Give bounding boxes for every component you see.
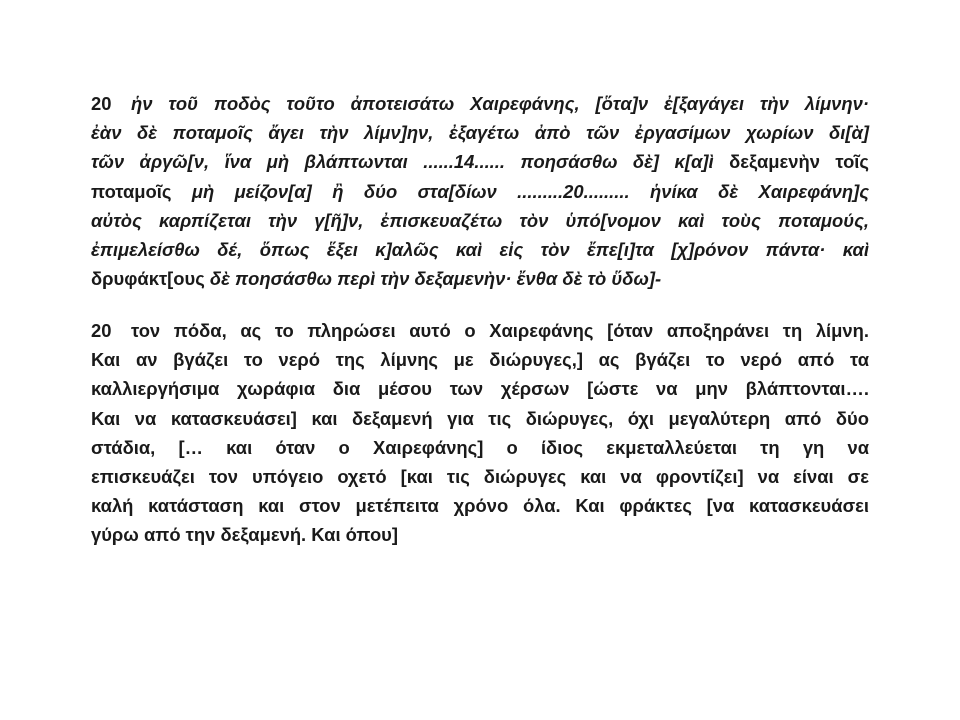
- modern-greek-translation: [91, 316, 869, 550]
- text-line: καλή κατάσταση και στον μετέπειτα χρόνο όλα. Και φράκτες [να κατασκευάσει: [91, 495, 869, 517]
- emphasized-term: δεξαμενὴν τοῖς: [729, 151, 869, 173]
- text-line: 20 τον πόδα, ας το πληρώσει αυτό ο Χαιρεφάνης [όταν αποξηράνει τη λίμνη.: [91, 316, 869, 345]
- text-line: ἐὰν δὲ ποταμοῖς ἄγει τὴν λίμν]ην, ἐξαγέτω ἀπὸ τῶν ἐργασίμων χωρίων δι[ὰ]: [91, 122, 869, 144]
- text-line: γύρω από την δεξαμενή. Και όπου]: [91, 524, 399, 546]
- text-line: δρυφάκτ[ους δὲ ποησάσθω περὶ τὴν δεξαμενὴν· ἔνθα δὲ τὸ ὕδω]-: [91, 268, 662, 290]
- emphasized-term: ποταμοῖς: [91, 180, 172, 202]
- text-line: αὐτὸς καρπίζεται τὴν γ[ῆ]ν, ἐπισκευαζέτω τὸν ὑπό[νομον καὶ τοὺς ποταμούς,: [91, 209, 869, 231]
- line-number: 20: [91, 93, 112, 114]
- emphasized-term: δρυφάκτ[ους: [91, 268, 205, 290]
- text-line: ποταμοῖς μὴ μείζον[α] ἢ δύο στα[δίων .........20......... ἡνίκα δὲ Χαιρεφάνη]ς: [91, 180, 869, 202]
- text-line: Και αν βγάζει το νερό της λίμνης με διώρυγες,] ας βγάζει το νερό από τα: [91, 349, 869, 371]
- text-line: τῶν ἀργῶ[ν, ἵνα μὴ βλάπτωνται ......14...... ποησάσθω δὲ] κ[α]ὶ δεξαμενὴν τοῖς: [91, 151, 869, 173]
- text-line: επισκευάζει τον υπόγειο οχετό [και τις διώρυγες και να φροντίζει] να είναι σε: [91, 466, 869, 488]
- text-line: Και να κατασκευάσει] και δεξαμενή για τις διώρυγες, όχι μεγαλύτερη από δύο: [91, 407, 869, 429]
- text-line: στάδια, [… και όταν ο Χαιρεφάνης] ο ίδιος εκμεταλλεύεται τη γη να: [91, 436, 869, 458]
- text-line: καλλιεργήσιμα χωράφια δια μέσου των χέρσων [ώστε να μην βλάπτονται….: [91, 378, 869, 400]
- text-line: ἐπιμελείσθω δέ, ὅπως ἕξει κ]αλῶς καὶ εἰς τὸν ἔπε[ι]τα [χ]ρόνον πάντα· καὶ: [91, 239, 869, 261]
- line-number: 20: [91, 320, 112, 341]
- ancient-greek-passage: [91, 89, 869, 293]
- text-line: 20 ἡν τοῦ ποδὸς τοῦτο ἀποτεισάτω Χαιρεφάνης, [ὅτα]ν ἐ[ξαγάγει τὴν λίμνην·: [91, 89, 869, 118]
